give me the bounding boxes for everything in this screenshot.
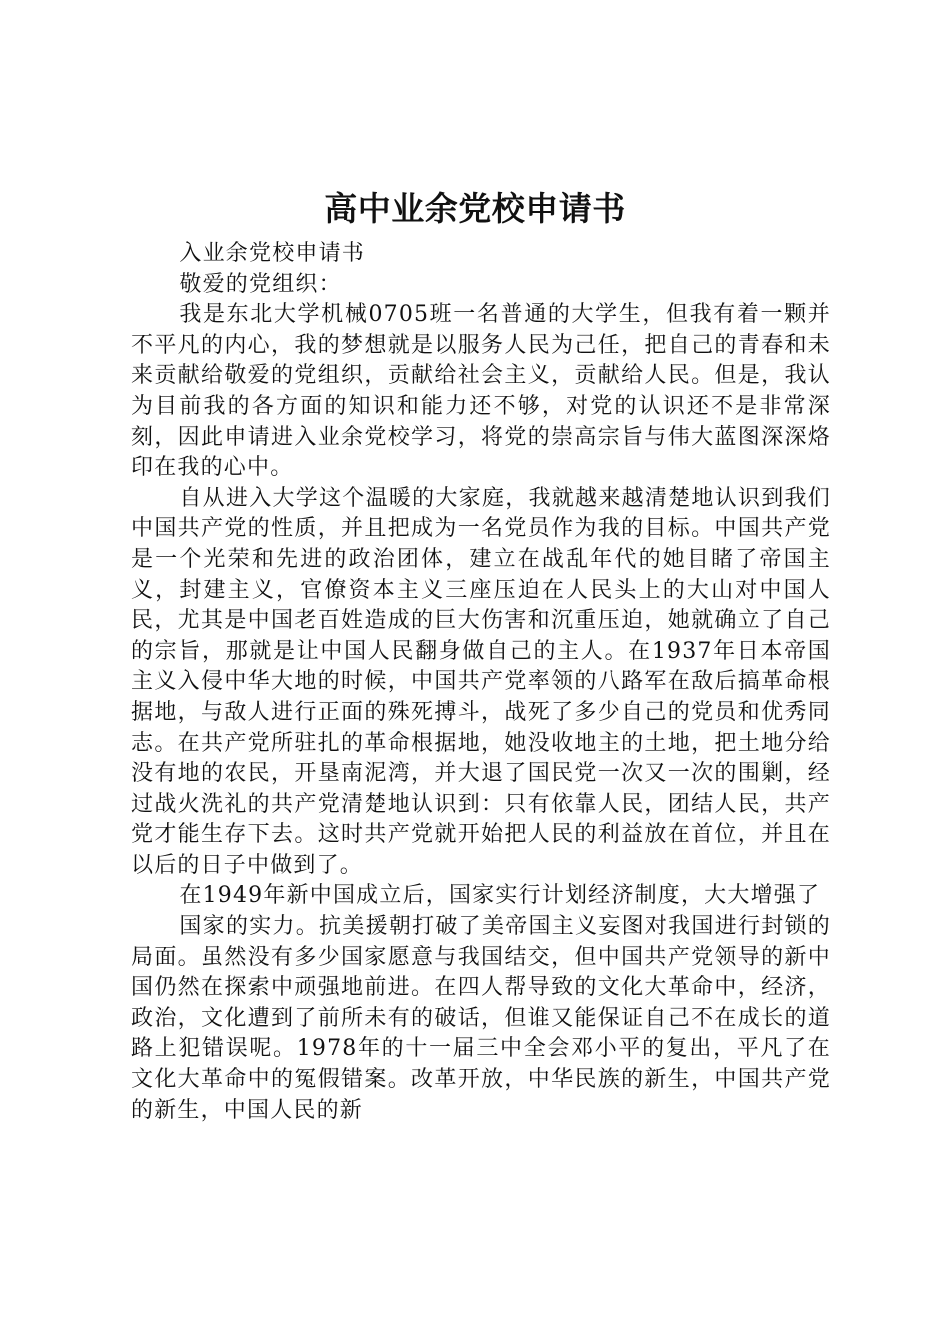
heading-line: 入业余党校申请书 [179, 241, 365, 266]
document-title: 高中业余党校申请书 [324, 189, 626, 228]
paragraph: 自从进入大学这个温暖的大家庭，我就越来越清楚地认识到我们中国共产党的性质，并且把成为一名党员作为我的目标。中国共产党是一个光荣和先进的政治团体，建立在战乱年代的她目睹了帝国主义，封建主义，官僚资本主义三座压迫在人民头上的大山对中国人民，尤其是中国老百姓造成的巨大伤害和沉重压迫，她就确立了自己的宗旨，那就是让中国人民翻身做自己的主人。在1937年日本帝国主义入侵中华大地的时候，中国共产党率领的八路军在敌后搞革命根据地，与敌人进行正面的殊死搏斗，战死了多少自己的党员和优秀同志。在共产党所驻扎的革命根据地，她没收地主的土地，把土地分给没有地的农民，开垦南泥湾，并大退了国民党一次又一次的围剿，经过战火洗礼的共产党清楚地认识到：只有依靠人民，团结人民，共产党才能生存下去。这时共产党就开始把人民的利益放在首位，并且在以后的日子中做到了。 [131, 485, 831, 878]
paragraph: 在1949年新中国成立后，国家实行计划经济制度，大大增强了 [179, 883, 821, 909]
salutation: 敬爱的党组织： [179, 271, 342, 297]
paragraph: 我是东北大学机械0705班一名普通的大学生，但我有着一颗并不平凡的内心，我的梦想就是以服务人民为己任，把自己的青春和未来贡献给敬爱的党组织，贡献给社会主义，贡献给人民。但是，我认为目前我的各方面的知识和能力还不够，对党的认识还不是非常深刻，因此申请进入业余党校学习，将党的崇高宗旨与伟大蓝图深深烙印在我的心中。 [131, 302, 831, 481]
paragraph: 国家的实力。抗美援朝打破了美帝国主义妄图对我国进行封锁的局面。虽然没有多少国家愿意与我国结交，但中国共产党领导的新中国仍然在探索中顽强地前进。在四人帮导致的文化大革命中，经济，政治，文化遭到了前所未有的破话，但谁又能保证自己不在成长的道路上犯错误呢。1978年的十一届三中全会邓小平的复出，平凡了在文化大革命中的冤假错案。改革开放，中华民族的新生，中国共产党的新生，中国人民的新 [131, 914, 831, 1123]
document-body [131, 239, 831, 1126]
